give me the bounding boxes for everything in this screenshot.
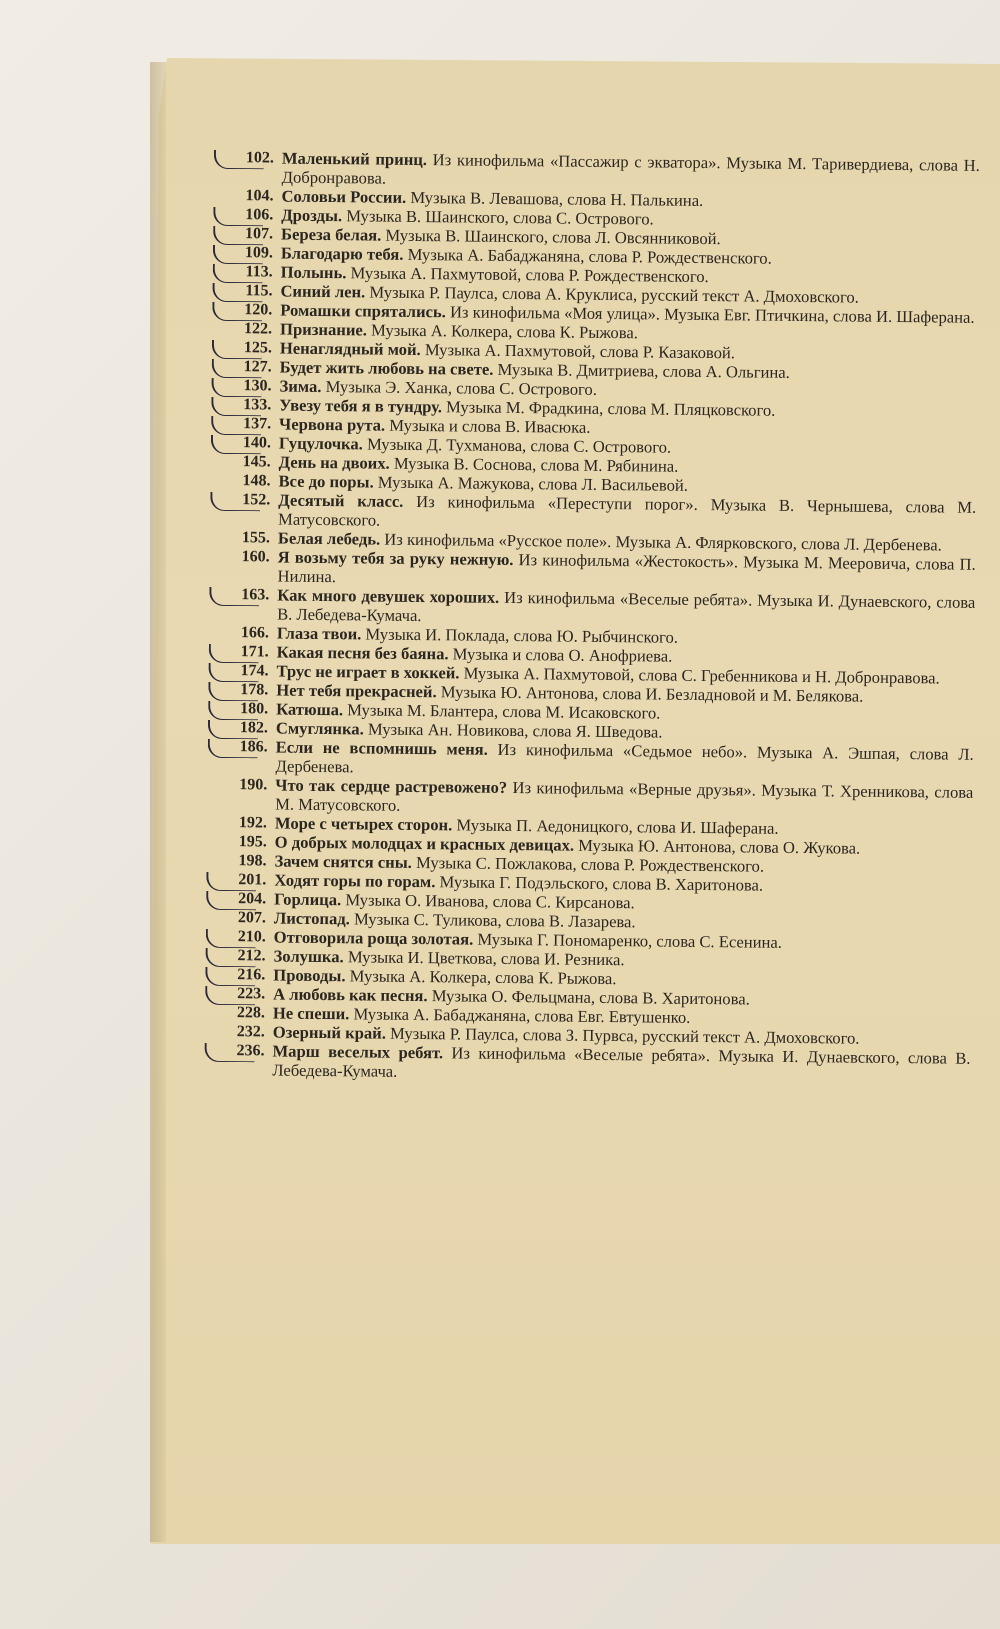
page-number: 201. xyxy=(220,870,274,890)
song-title: Листопад. xyxy=(273,908,350,929)
page-number: 198. xyxy=(238,852,267,870)
page-number: 130. xyxy=(225,376,279,396)
song-title: Соловьи России. xyxy=(281,186,407,207)
song-credits: Музыка Ю. Антонова, слова О. Жукова. xyxy=(573,835,861,858)
song-credits: Музыка А. Мажукова, слова Л. Васильевой. xyxy=(373,472,689,495)
song-title: Будет жить любовь на свете. xyxy=(279,357,494,379)
page-number: 127. xyxy=(226,357,280,377)
page-number: 192. xyxy=(238,814,268,832)
song-title: Червона рута. xyxy=(279,414,386,435)
song-credits: Музыка И. Цветкова, слова И. Резника. xyxy=(343,947,625,970)
song-title: Десятый класс. xyxy=(278,490,404,511)
song-credits: Из кинофильма «Переступи порог». Музыка В. Чернышева, слова М. Матусовского. xyxy=(278,491,977,530)
page-number: 125. xyxy=(226,338,280,358)
page-number: 152. xyxy=(224,490,278,510)
page-number: 186. xyxy=(222,737,276,757)
song-credits: Из кинофильма «Пассажир с экватора». Музыка М. Таривердиева, слова Н. Добронравова. xyxy=(281,150,980,188)
song-credits: Из кинофильма «Жестокость». Музыка М. Мееровича, слова П. Нилина. xyxy=(277,550,976,587)
song-credits: Музыка В. Шаинского, слова Л. Овсянниковой. xyxy=(381,225,721,249)
song-credits: Музыка М. Блантера, слова М. Исаковского. xyxy=(342,700,661,723)
song-credits: Музыка Г. Пономаренко, слова С. Есенина. xyxy=(473,929,783,952)
song-title: Полынь. xyxy=(280,262,347,283)
page-number: 223. xyxy=(219,984,273,1004)
song-credits: Музыка О. Иванова, слова С. Кирсанова. xyxy=(341,890,635,913)
song-title: Катюша. xyxy=(276,699,344,720)
song-title: Зачем снятся сны. xyxy=(274,851,412,872)
toc-entry xyxy=(218,1041,970,1087)
song-credits: Музыка А. Пахмутовой, слова С. Гребенникова и Н. Добронравова. xyxy=(459,663,940,688)
song-credits: Музыка А. Колкера, слова К. Рыжова. xyxy=(345,966,617,989)
song-credits: Музыка Ю. Антонова, слова И. Безладновой и М. Белякова. xyxy=(436,682,864,706)
song-credits: Музыка А. Бабаджаняна, слова Евг. Евтушенко. xyxy=(349,1004,691,1027)
song-title: Ходят горы по горам. xyxy=(274,870,436,892)
song-credits: Музыка М. Фрадкина, слова М. Пляцковского. xyxy=(441,397,776,420)
page-number: 182. xyxy=(222,718,276,738)
page-number: 155. xyxy=(241,529,271,547)
song-title: Отговорила роща золотая. xyxy=(273,927,474,949)
song-title: Марш веселых ребят. xyxy=(272,1041,444,1063)
song-title: Дрозды. xyxy=(281,205,343,226)
song-title: Все до поры. xyxy=(278,471,374,492)
song-credits: Музыка В. Соснова, слова М. Рябинина. xyxy=(389,453,679,476)
page-number: 140. xyxy=(225,433,279,453)
song-credits: Музыка О. Фельцмана, слова В. Харитонова. xyxy=(427,986,750,1009)
song-credits: Из кинофильма «Веселые ребята». Музыка И. Дунаевского, слова В. Лебедева-Кумача. xyxy=(277,587,976,626)
page-number: 148. xyxy=(242,472,271,490)
song-title: Море с четырех сторон. xyxy=(274,813,453,835)
song-title: Озерный край. xyxy=(272,1022,387,1043)
song-title: Увезу тебя я в тундру. xyxy=(279,395,443,417)
page-number: 204. xyxy=(220,889,274,909)
song-credits: Музыка А. Колкера, слова К. Рыжова. xyxy=(366,320,639,343)
song-title: Нет тебя прекрасней. xyxy=(276,680,437,702)
song-credits: Музыка И. Поклада, слова Ю. Рыбчинского. xyxy=(361,624,679,647)
song-title: Зима. xyxy=(279,376,322,396)
page-number: 106. xyxy=(227,205,281,225)
song-credits: Музыка Р. Паулса, слова З. Пурвса, русский текст А. Дмоховского. xyxy=(385,1023,860,1048)
song-title: Какая песня без баяна. xyxy=(276,642,449,664)
song-title: Что так сердце растревожено? xyxy=(275,775,508,797)
song-credits: Музыка А. Бабаджаняна, слова Р. Рождественского. xyxy=(403,244,772,268)
page-number: 232. xyxy=(236,1023,265,1041)
song-title: Горлица. xyxy=(274,889,342,910)
song-title: Если не вспомнишь меня. xyxy=(275,737,488,759)
song-title: Глаза твои. xyxy=(276,623,362,644)
song-credits: Музыка Ан. Новикова, слова Я. Шведова. xyxy=(363,719,663,742)
song-title: Гуцулочка. xyxy=(278,433,363,454)
page-number: 145. xyxy=(242,453,271,471)
page-number: 210. xyxy=(220,927,274,947)
song-title: Признание. xyxy=(280,319,368,340)
song-credits: Из кинофильма «Верные друзья». Музыка Т. Хренникова, слова М. Матусовского. xyxy=(275,777,974,815)
song-credits: Музыка А. Пахмутовой, слова Р. Рождественского. xyxy=(346,263,709,287)
song-credits: Музыка П. Аедоницкого, слова И. Шаферана. xyxy=(452,815,779,838)
page-number: 104. xyxy=(245,187,274,205)
song-credits: Музыка и слова О. Анофриева. xyxy=(448,644,673,666)
page-number: 166. xyxy=(240,624,270,642)
page-number: 190. xyxy=(239,776,268,794)
song-credits: Из кинофильма «Русское поле». Музыка А. Флярковского, слова Л. Дербенева. xyxy=(380,529,942,555)
page-number: 122. xyxy=(244,320,273,338)
song-title: Синий лен. xyxy=(280,281,366,302)
page-number: 207. xyxy=(237,909,267,927)
song-credits: Из кинофильма «Моя улица». Музыка Евг. Птичкина, слова И. Шаферана. xyxy=(445,302,975,327)
song-title: Береза белая. xyxy=(281,224,382,245)
page-number: 107. xyxy=(227,224,281,244)
entry-text xyxy=(272,1042,970,1087)
song-title: Я возьму тебя за руку нежную. xyxy=(277,547,514,570)
page-number: 160. xyxy=(241,548,270,566)
page-number: 171. xyxy=(223,642,277,662)
page-edge xyxy=(150,62,166,1542)
song-title: Ненаглядный мой. xyxy=(279,338,421,360)
page-number: 178. xyxy=(222,680,276,700)
page-number: 137. xyxy=(225,414,279,434)
song-title: Проводы. xyxy=(273,965,346,986)
song-title: А любовь как песня. xyxy=(273,984,428,1006)
song-credits: Музыка С. Пожлакова, слова Р. Рождественского. xyxy=(411,852,765,876)
page-number: 180. xyxy=(222,699,276,719)
song-credits: Из кинофильма «Седьмое небо». Музыка А. Эшпая, слова Л. Дербенева. xyxy=(275,739,974,777)
song-title: Трус не играет в хоккей. xyxy=(276,661,460,683)
song-credits: Музыка и слова В. Ивасюка. xyxy=(385,415,591,437)
song-title: Белая лебедь. xyxy=(277,528,381,549)
song-title: Маленький принц. xyxy=(281,148,428,170)
page-number: 133. xyxy=(225,395,279,415)
song-title: Благодарю тебя. xyxy=(280,243,404,264)
song-credits: Музыка Г. Подэльского, слова В. Харитонова. xyxy=(435,872,764,895)
song-credits: Музыка Д. Тухманова, слова С. Острового. xyxy=(362,434,672,457)
song-credits: Музыка Э. Ханка, слова С. Острового. xyxy=(321,376,598,399)
song-credits: Музыка В. Шаинского, слова С. Острового. xyxy=(342,206,654,229)
page-number: 174. xyxy=(222,661,276,681)
page-number: 109. xyxy=(227,243,281,263)
song-credits: Музыка В. Левашова, слова Н. Палькина. xyxy=(406,187,704,210)
page-number: 102. xyxy=(228,148,282,168)
song-title: Золушка. xyxy=(273,946,344,967)
song-title: Смуглянка. xyxy=(275,718,364,739)
page-number: 120. xyxy=(226,300,280,320)
song-credits: Из кинофильма «Веселые ребята». Музыка И. Дунаевского, слова В. Лебедева-Кумача. xyxy=(272,1043,971,1081)
song-credits: Музыка С. Туликова, слова В. Лазарева. xyxy=(349,909,636,932)
song-title: Ромашки спрятались. xyxy=(280,300,446,322)
song-title: О добрых молодцах и красных девицах. xyxy=(274,832,575,855)
song-title: Не спеши. xyxy=(272,1003,350,1024)
page-number: 113. xyxy=(227,262,281,282)
song-title: День на двоих. xyxy=(278,452,390,473)
page-number: 216. xyxy=(219,965,273,985)
song-credits: Музыка А. Пахмутовой, слова Р. Казаковой. xyxy=(420,340,736,363)
page-number: 228. xyxy=(236,1004,266,1022)
song-credits: Музыка Р. Паулса, слова А. Круклиса, русский текст А. Дмоховского. xyxy=(365,282,859,307)
page-number: 212. xyxy=(219,946,273,966)
page-number: 115. xyxy=(226,281,280,301)
song-title: Как много девушек хороших. xyxy=(277,585,500,607)
page-number: 195. xyxy=(238,833,267,851)
page-number: 163. xyxy=(223,585,277,605)
table-of-contents xyxy=(218,148,980,1087)
page-number: 236. xyxy=(218,1041,272,1061)
song-credits: Музыка В. Дмитриева, слова А. Ольгина. xyxy=(493,359,790,382)
